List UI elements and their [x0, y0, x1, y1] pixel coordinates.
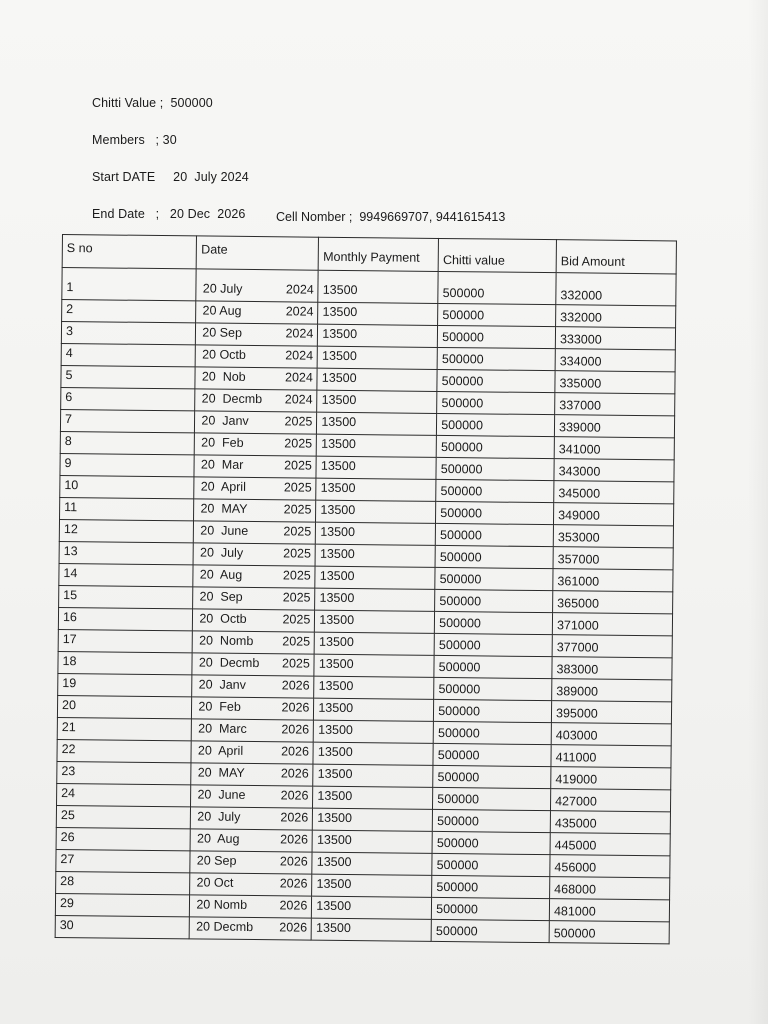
paper-edge-shadow [748, 0, 768, 1024]
sno-cell: 6 [61, 387, 196, 410]
date-day-month: 20 Feb [201, 435, 244, 450]
date-year: 2026 [279, 898, 308, 913]
date-cell [190, 829, 312, 852]
chitti-value-cell: 500000 [431, 919, 549, 942]
monthly-payment-cell: 13500 [317, 368, 437, 391]
date-year: 2024 [285, 326, 314, 341]
sno-cell: 30 [55, 915, 190, 938]
chitti-value-cell: 500000 [435, 567, 553, 590]
chitti-value-cell: 500000 [434, 633, 552, 656]
members-line: Members ; 30 [92, 133, 177, 147]
date-day-month: 20 July [197, 809, 241, 824]
monthly-payment-cell: 13500 [317, 412, 437, 435]
date-cell [194, 521, 316, 544]
monthly-payment-cell: 13500 [313, 764, 433, 787]
date-year: 2025 [282, 590, 311, 605]
chitti-value-cell: 500000 [438, 325, 556, 348]
monthly-payment-cell: 13500 [313, 742, 433, 765]
bid-amount-cell: 403000 [551, 723, 671, 746]
chitti-value-cell: 500000 [433, 787, 551, 810]
monthly-payment-cell: 13500 [314, 632, 434, 655]
table-body [55, 268, 676, 944]
bid-amount-cell: 435000 [550, 811, 670, 834]
date-cell [190, 917, 312, 940]
chitti-value-cell: 500000 [434, 677, 552, 700]
chitti-value-cell: 500000 [436, 479, 554, 502]
monthly-payment-cell: 13500 [312, 874, 432, 897]
date-year: 2025 [283, 480, 312, 495]
date-day-month: 20 Janv [198, 677, 247, 692]
date-cell [195, 433, 317, 456]
monthly-payment-cell: 13500 [314, 720, 434, 743]
bid-amount-cell: 332000 [556, 305, 676, 328]
date-day-month: 20 Sep [196, 853, 237, 868]
monthly-payment-cell: 13500 [318, 302, 438, 325]
chitti-value-cell: 500000 [432, 831, 550, 854]
sno-cell: 5 [61, 365, 196, 388]
bid-amount-cell: 389000 [552, 679, 672, 702]
date-cell [196, 269, 318, 302]
start-date-line: Start DATE 20 July 2024 [92, 170, 249, 184]
monthly-payment-cell: 13500 [317, 390, 437, 413]
chitti-value-cell: 500000 [438, 271, 556, 304]
date-cell [193, 609, 315, 632]
monthly-payment-cell: 13500 [315, 610, 435, 633]
chitti-value-cell: 500000 [432, 875, 550, 898]
date-cell [194, 499, 316, 522]
date-year: 2025 [284, 436, 313, 451]
monthly-payment-cell: 13500 [318, 270, 438, 303]
monthly-payment-cell: 13500 [314, 698, 434, 721]
sno-cell: 8 [60, 431, 195, 454]
bid-amount-cell: 345000 [554, 481, 674, 504]
sno-cell: 2 [62, 300, 197, 323]
bid-amount-cell: 427000 [551, 789, 671, 812]
bid-amount-cell: 341000 [554, 437, 674, 460]
monthly-payment-cell: 13500 [316, 500, 436, 523]
chitti-value-cell: 500000 [437, 369, 555, 392]
monthly-payment-cell: 13500 [313, 808, 433, 831]
date-day-month: 20 June [200, 523, 249, 538]
date-day-month: 20 Mar [200, 457, 244, 472]
sno-cell: 9 [60, 453, 195, 476]
sno-cell: 27 [56, 849, 191, 872]
date-cell [193, 587, 315, 610]
date-day-month: 20 Aug [202, 303, 242, 318]
bid-amount-cell: 468000 [550, 877, 670, 900]
date-day-month: 20 Nob [201, 369, 246, 384]
chitti-value-cell: 500000 [434, 655, 552, 678]
sno-cell: 23 [57, 761, 192, 784]
date-cell [192, 631, 314, 654]
sno-cell: 1 [62, 268, 197, 301]
bid-amount-cell: 357000 [553, 547, 673, 570]
date-cell [190, 851, 312, 874]
column-header-chitti-value: Chitti value [438, 238, 556, 272]
monthly-payment-cell: 13500 [317, 434, 437, 457]
date-year: 2026 [280, 766, 309, 781]
date-day-month: 20 Decmb [201, 391, 263, 407]
bid-amount-cell: 332000 [556, 273, 676, 306]
monthly-payment-cell: 13500 [316, 478, 436, 501]
date-day-month: 20 June [197, 787, 246, 802]
bid-amount-cell: 349000 [554, 503, 674, 526]
bid-amount-cell: 339000 [554, 415, 674, 438]
sno-cell: 13 [59, 541, 194, 564]
chitti-value-cell: 500000 [432, 897, 550, 920]
sno-cell: 16 [58, 607, 193, 630]
sno-cell: 14 [59, 563, 194, 586]
date-day-month: 20 Marc [198, 721, 247, 736]
monthly-payment-cell: 13500 [314, 676, 434, 699]
chitti-value-cell: 500000 [433, 721, 551, 744]
bid-amount-cell: 456000 [550, 855, 670, 878]
date-day-month: 20 MAY [197, 765, 245, 780]
monthly-payment-cell: 13500 [311, 918, 431, 941]
date-year: 2024 [284, 392, 313, 407]
date-cell [194, 455, 316, 478]
date-year: 2026 [281, 678, 310, 693]
chitti-value-cell: 500000 [434, 699, 552, 722]
chitti-value-cell: 500000 [436, 457, 554, 480]
date-day-month: 20 April [200, 479, 246, 494]
date-cell [190, 895, 312, 918]
bid-amount-cell: 500000 [549, 921, 669, 944]
sno-cell: 10 [60, 475, 195, 498]
date-year: 2024 [285, 282, 314, 297]
bid-amount-cell: 343000 [554, 459, 674, 482]
end-date-line: End Date ; 20 Dec 2026 [92, 207, 246, 221]
date-day-month: 20 Oct [196, 875, 234, 890]
chitti-value-cell: 500000 [436, 501, 554, 524]
sno-cell: 3 [61, 322, 196, 345]
monthly-payment-cell: 13500 [315, 566, 435, 589]
date-year: 2024 [285, 304, 314, 319]
column-header-monthly-payment: Monthly Payment [318, 237, 438, 271]
date-day-month: 20 July [202, 281, 243, 296]
bid-amount-cell: 395000 [551, 701, 671, 724]
monthly-payment-cell: 13500 [316, 456, 436, 479]
date-year: 2026 [279, 920, 308, 935]
date-day-month: 20 Decmb [196, 919, 254, 935]
date-year: 2026 [279, 854, 308, 869]
date-cell [191, 785, 313, 808]
bid-amount-cell: 337000 [555, 393, 675, 416]
bid-amount-cell: 371000 [552, 613, 672, 636]
date-year: 2026 [279, 876, 308, 891]
date-cell [191, 763, 313, 786]
chitti-value-cell: 500000 [437, 391, 555, 414]
sno-cell: 20 [57, 695, 192, 718]
bid-amount-cell: 361000 [553, 569, 673, 592]
date-day-month: 20 MAY [200, 501, 248, 516]
chitti-value-cell: 500000 [437, 413, 555, 436]
date-cell [195, 389, 317, 412]
sno-cell: 7 [60, 409, 195, 432]
date-day-month: 20 Nomb [199, 633, 254, 649]
monthly-payment-cell: 13500 [312, 830, 432, 853]
date-year: 2025 [281, 656, 310, 671]
column-header-date: Date [197, 236, 319, 270]
bid-amount-cell: 333000 [555, 327, 675, 350]
date-year: 2026 [281, 722, 310, 737]
date-day-month: 20 Janv [201, 413, 249, 428]
date-year: 2024 [284, 370, 313, 385]
chitti-value-cell: 500000 [436, 435, 554, 458]
monthly-payment-cell: 13500 [314, 654, 434, 677]
date-cell [192, 719, 314, 742]
date-year: 2025 [282, 612, 311, 627]
chitti-value-line: Chitti Value ; 500000 [92, 96, 213, 110]
date-cell [191, 741, 313, 764]
sno-cell: 4 [61, 343, 196, 366]
date-cell [195, 411, 317, 434]
date-cell [195, 345, 317, 368]
monthly-payment-cell: 13500 [318, 324, 438, 347]
monthly-payment-cell: 13500 [312, 896, 432, 919]
bid-amount-cell: 335000 [555, 371, 675, 394]
date-year: 2024 [285, 348, 314, 363]
bid-amount-cell: 419000 [551, 767, 671, 790]
date-year: 2025 [282, 634, 311, 649]
date-day-month: 20 April [197, 743, 244, 758]
sno-cell: 17 [58, 629, 193, 652]
bid-amount-cell: 377000 [552, 635, 672, 658]
date-cell [195, 367, 317, 390]
monthly-payment-cell: 13500 [317, 346, 437, 369]
monthly-payment-cell: 13500 [316, 522, 436, 545]
date-cell [193, 565, 315, 588]
date-year: 2026 [281, 700, 310, 715]
date-day-month: 20 July [199, 545, 244, 560]
bid-amount-cell: 365000 [553, 591, 673, 614]
date-year: 2025 [282, 568, 311, 583]
date-day-month: 20 Decmb [198, 655, 260, 671]
date-day-month: 20 Octb [199, 611, 247, 626]
chitti-value-cell: 500000 [435, 611, 553, 634]
chitti-value-cell: 500000 [432, 853, 550, 876]
chitti-value-cell: 500000 [433, 743, 551, 766]
sno-cell: 22 [57, 739, 192, 762]
date-day-month: 20 Nomb [196, 897, 248, 912]
date-year: 2025 [283, 502, 312, 517]
date-cell [193, 543, 315, 566]
monthly-payment-cell: 13500 [315, 588, 435, 611]
chitti-value-cell: 500000 [435, 523, 553, 546]
chitti-value-cell: 500000 [435, 545, 553, 568]
monthly-payment-cell: 13500 [312, 852, 432, 875]
date-year: 2026 [280, 788, 309, 803]
chitti-schedule-table-wrapper [55, 234, 677, 941]
sno-cell: 29 [55, 893, 190, 916]
date-cell [196, 323, 318, 346]
sno-cell: 21 [57, 717, 192, 740]
bid-amount-cell: 445000 [550, 833, 670, 856]
bid-amount-cell: 334000 [555, 349, 675, 372]
sno-cell: 19 [58, 673, 193, 696]
chitti-value-cell: 500000 [437, 347, 555, 370]
date-year: 2025 [284, 414, 313, 429]
chitti-value-cell: 500000 [435, 589, 553, 612]
bid-amount-cell: 481000 [549, 899, 669, 922]
date-cell [190, 873, 312, 896]
bid-amount-cell: 383000 [552, 657, 672, 680]
date-cell [192, 653, 314, 676]
date-year: 2026 [280, 832, 309, 847]
chitti-value-cell: 500000 [438, 303, 556, 326]
column-header-bid-amount: Bid Amount [556, 240, 676, 274]
date-day-month: 20 Aug [199, 567, 243, 582]
date-cell [194, 477, 316, 500]
date-year: 2025 [284, 458, 313, 473]
date-day-month: 20 Sep [202, 325, 243, 340]
sno-cell: 24 [57, 783, 192, 806]
date-cell [192, 697, 314, 720]
sno-cell: 28 [56, 871, 191, 894]
date-day-month: 20 Octb [202, 347, 246, 362]
sno-cell: 25 [56, 805, 191, 828]
date-year: 2026 [281, 744, 310, 759]
chitti-schedule-table [55, 234, 677, 944]
sno-cell: 18 [58, 651, 193, 674]
sno-cell: 11 [60, 497, 195, 520]
date-year: 2025 [283, 524, 312, 539]
date-cell [196, 301, 318, 324]
monthly-payment-cell: 13500 [313, 786, 433, 809]
date-cell [192, 675, 314, 698]
bid-amount-cell: 353000 [553, 525, 673, 548]
monthly-payment-cell: 13500 [315, 544, 435, 567]
date-day-month: 20 Sep [199, 589, 243, 604]
column-header-sno: S no [62, 235, 197, 269]
sno-cell: 12 [59, 519, 194, 542]
date-day-month: 20 Feb [198, 699, 241, 714]
bid-amount-cell: 411000 [551, 745, 671, 768]
date-year: 2026 [280, 810, 309, 825]
date-cell [191, 807, 313, 830]
chitti-value-cell: 500000 [433, 765, 551, 788]
chitti-value-cell: 500000 [432, 809, 550, 832]
cell-number-line: Cell Nomber ; 9949669707, 9441615413 [276, 210, 506, 224]
date-year: 2025 [283, 546, 312, 561]
sno-cell: 26 [56, 827, 191, 850]
sno-cell: 15 [59, 585, 194, 608]
date-day-month: 20 Aug [196, 831, 240, 846]
